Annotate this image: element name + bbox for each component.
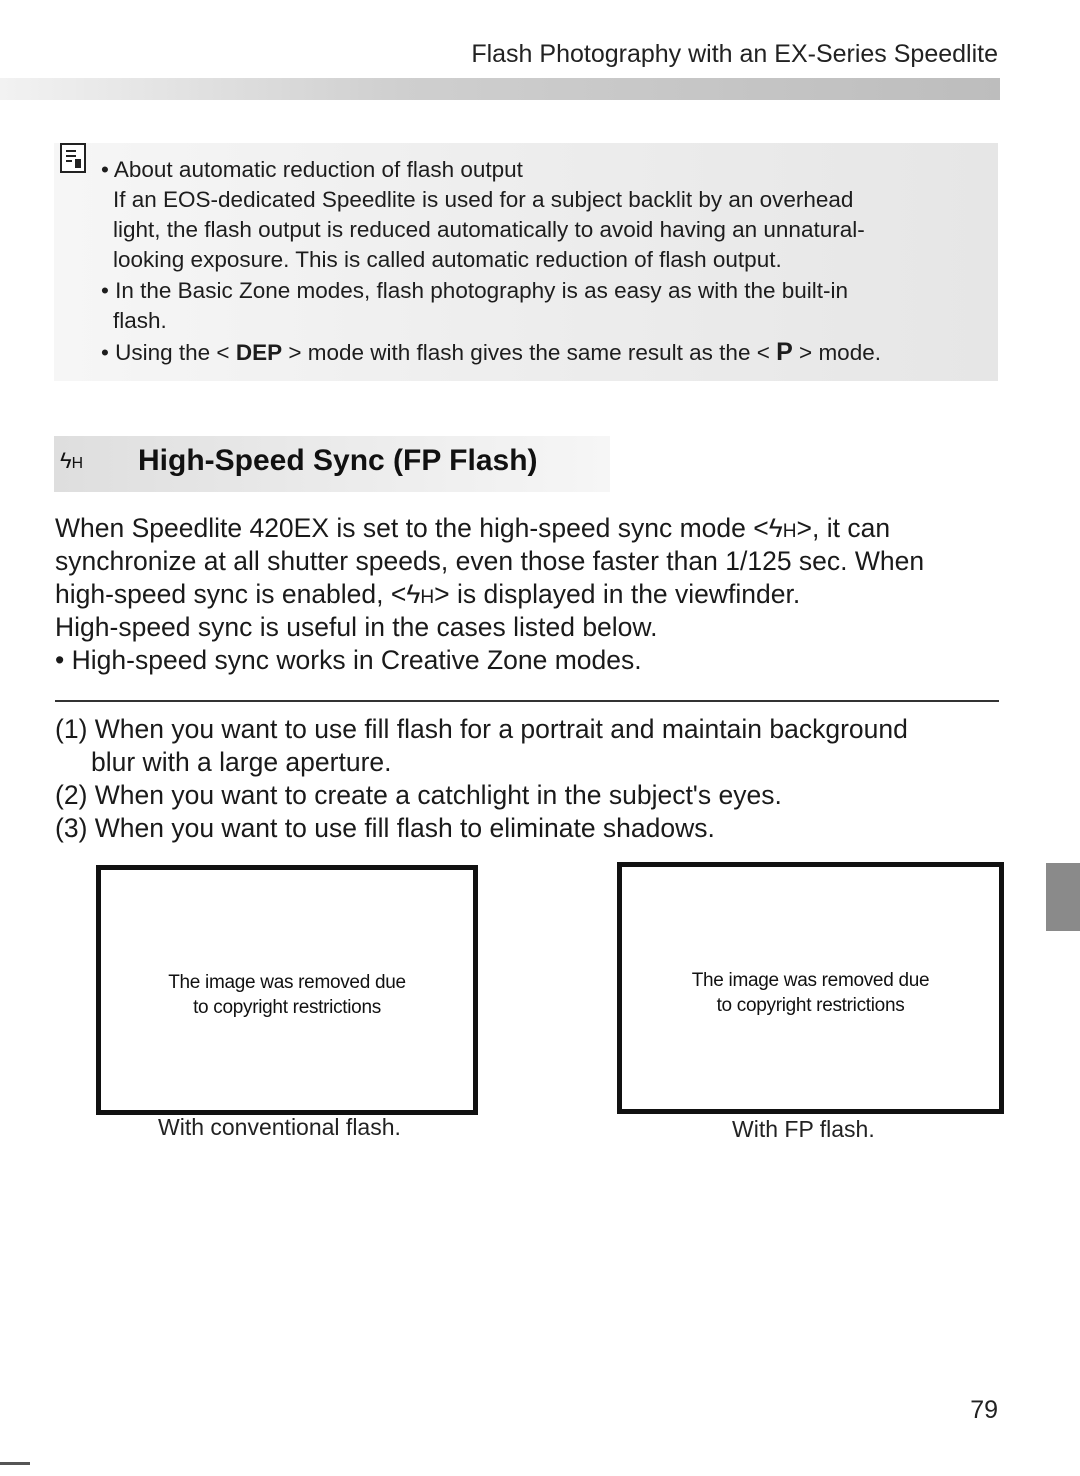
note-line-7-mid: > mode with flash gives the same result as the < [282, 340, 777, 365]
figure-right-removed-line-2: to copyright restrictions [716, 995, 905, 1016]
paragraph-line-3 [55, 578, 800, 614]
inline-flash-h-2: H [420, 587, 435, 608]
running-header: Flash Photography with an EX-Series Speedlite [471, 40, 998, 68]
figure-right-frame [617, 862, 1004, 1114]
note-line-5: • In the Basic Zone modes, flash photography is as easy as with the built-in [101, 278, 849, 303]
header-band [0, 78, 1000, 100]
inline-flash-h: H [782, 521, 797, 542]
page-number: 79 [970, 1396, 998, 1424]
note-line-7 [101, 337, 881, 368]
section-title: High-Speed Sync (FP Flash) [138, 444, 538, 477]
paragraph-line-1-post: >, it can [796, 513, 891, 543]
paragraph-line-4: High-speed sync is useful in the cases listed below. [55, 612, 658, 642]
paragraph-line-1-pre: When Speedlite 420EX is set to the high-speed sync mode < [55, 513, 769, 543]
dep-mode-label: DEP [235, 340, 283, 365]
note-line-4: looking exposure. This is called automatic reduction of flash output. [113, 247, 782, 272]
case-1-line-1: (1) When you want to use fill flash for a portrait and maintain background [55, 714, 908, 744]
case-2: (2) When you want to create a catchlight in the subject's eyes. [55, 780, 782, 810]
note-line-2: If an EOS-dedicated Speedlite is used for a subject backlit by an overhead [113, 187, 854, 212]
case-3: (3) When you want to use fill flash to eliminate shadows. [55, 813, 715, 843]
case-1-line-2: blur with a large aperture. [91, 747, 392, 777]
figure-right-removed-line-1: The image was removed due [691, 970, 930, 991]
note-line-3: light, the flash output is reduced automatically to avoid having an unnatural- [113, 217, 865, 242]
figure-left-removed-line-1: The image was removed due [168, 972, 406, 993]
chapter-thumb-tab [1046, 863, 1080, 931]
note-line-7-post: > mode. [792, 340, 881, 365]
figure-left-caption: With conventional flash. [158, 1114, 401, 1140]
note-icon [60, 143, 86, 173]
high-speed-flash-icon [60, 448, 83, 474]
paragraph-line-3-post: > is displayed in the viewfinder. [434, 579, 801, 609]
figure-left-frame [96, 865, 478, 1115]
note-line-7-pre: • Using the < [101, 340, 236, 365]
flash-h-label: H [71, 455, 84, 472]
p-mode-label: P [776, 338, 793, 366]
section-divider [55, 700, 999, 702]
paragraph-line-1 [55, 512, 890, 548]
flash-bolt-icon: ϟ [60, 448, 72, 473]
inline-flash-icon: ϟ [768, 513, 783, 543]
paragraph-line-3-pre: high-speed sync is enabled, < [55, 579, 407, 609]
figure-right-caption: With FP flash. [732, 1116, 875, 1142]
paragraph-line-2: synchronize at all shutter speeds, even those faster than 1/125 sec. When [55, 546, 925, 576]
note-line-1: • About automatic reduction of flash output [101, 157, 523, 182]
paragraph-line-5: • High-speed sync works in Creative Zone modes. [55, 645, 642, 675]
corner-mark [0, 1462, 30, 1465]
note-line-6: flash. [113, 308, 167, 333]
figure-left-removed-line-2: to copyright restrictions [193, 997, 381, 1018]
inline-flash-icon-2: ϟ [406, 579, 421, 609]
